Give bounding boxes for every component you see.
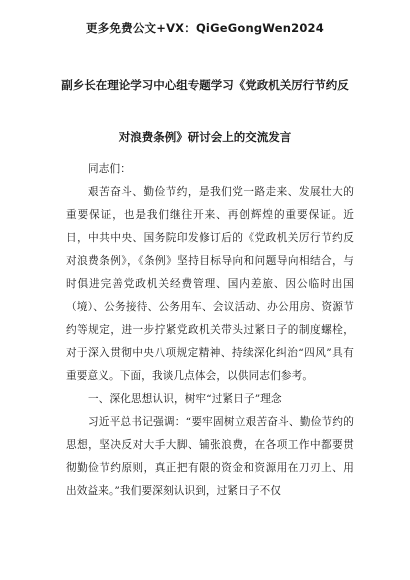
document-title-line-1: 副乡长在理论学习中心组专题学习《党政机关厉行节约反 <box>61 78 349 92</box>
paragraph-section-1: 习近平总书记强调：“要牢固树立艰苦奋斗、勤俭节约的思想，坚决反对大手大脚、铺张浪费，在各项工作中都要贯彻勤俭节约原则，真正把有限的资金和资源用在刀刃上、用出效益来。”我们要深刻认识到，过紧日子不仅 <box>66 416 354 497</box>
document-body <box>66 158 354 503</box>
paragraph-intro: 艰苦奋斗、勤俭节约，是我们党一路走来、发展壮大的重要保证，也是我们继往开来、再创辉煌的重要保证。近日，中共中央、国务院印发修订后的《党政机关厉行节约反对浪费条例》，《条例》坚持目标导向和问题导向相结合，与时俱进完善党政机关经费管理、国内差旅、因公临时出国（境）、公务接待、公务用车、会议活动、办公用房、资源节约等规定，进一步拧紧党政机关带头过紧日子的制度螺栓，对于深入贯彻中央八项规定精神、持续深化纠治“四风”具有重要意义。下面，我谈几点体会，以供同志们参考。 <box>66 186 354 382</box>
document-title-line-2: 对浪费条例》研讨会上的交流发言 <box>118 130 292 144</box>
salutation: 同志们： <box>88 163 131 175</box>
promo-header: 更多免费公文+VX：QiGeGongWen2024 <box>86 21 324 35</box>
section-heading-1: 一、深化思想认识，树牢“过紧日子”理念 <box>88 393 282 405</box>
